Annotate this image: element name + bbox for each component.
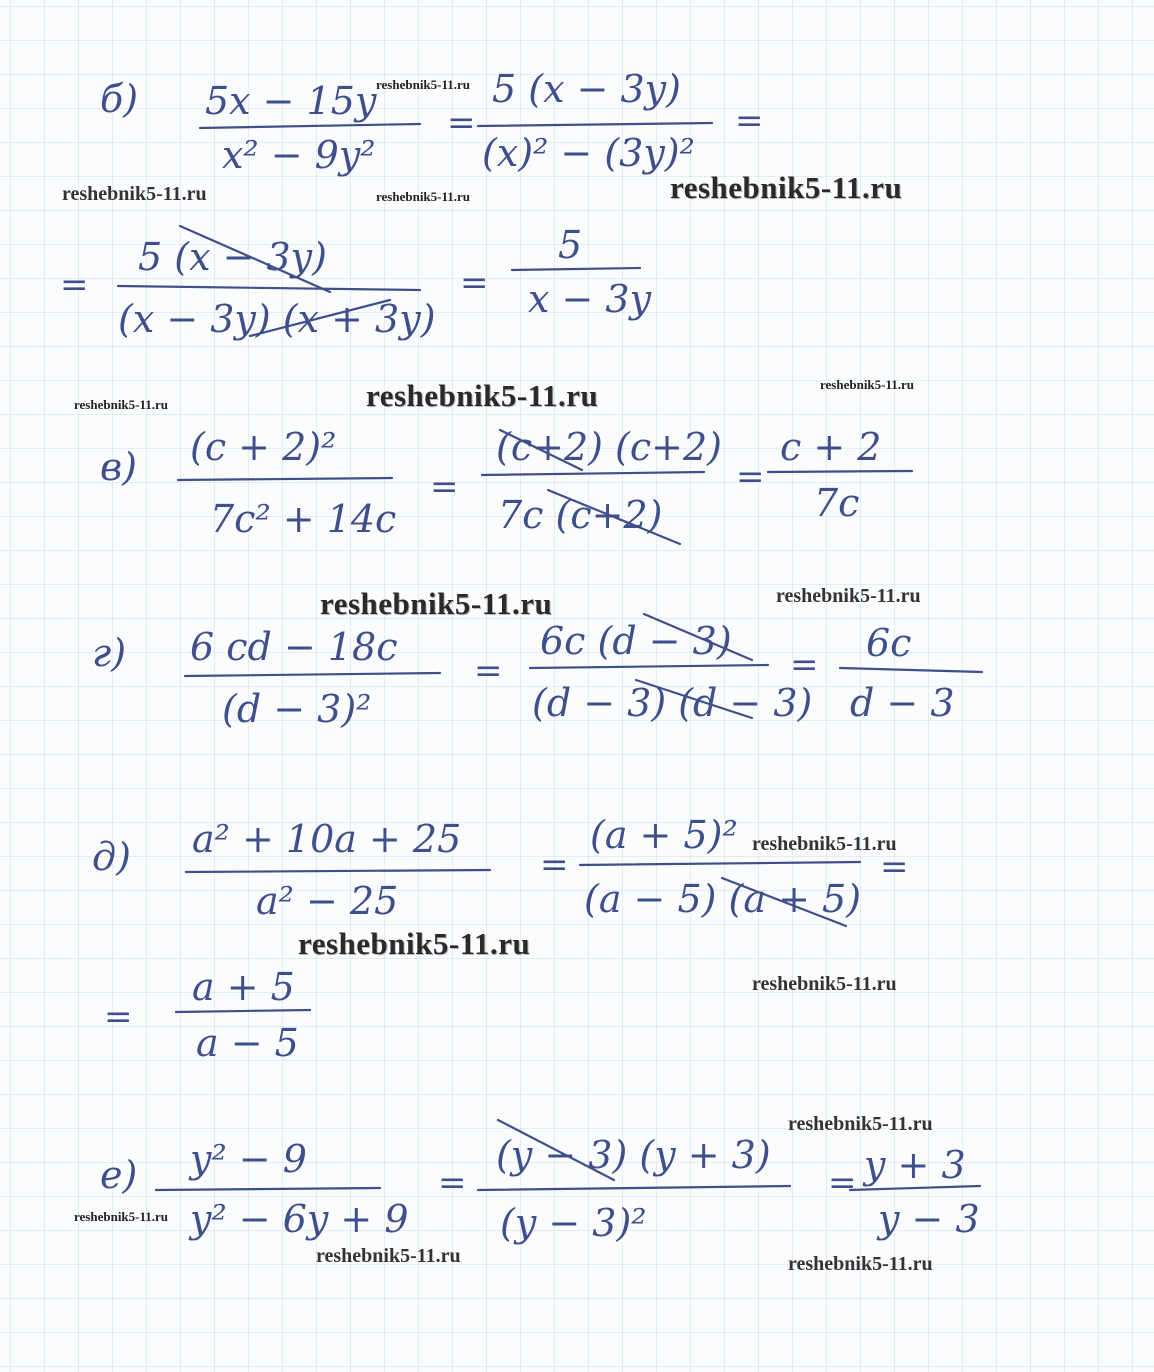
numerator: (c + 2)² xyxy=(190,425,337,469)
denominator: 7c² + 14c xyxy=(210,497,397,541)
numerator: 5 xyxy=(558,223,583,267)
equals-sign: = xyxy=(736,457,765,497)
fraction-bar xyxy=(580,862,860,865)
numerator: (y − 3) (y + 3) xyxy=(496,1133,771,1177)
problem-label: д) xyxy=(92,835,131,879)
watermark: reshebnik5-11.ru xyxy=(298,926,531,961)
watermark: reshebnik5-11.ru xyxy=(74,397,169,412)
equals-sign: = xyxy=(447,103,476,143)
problem-label: в) xyxy=(100,445,137,489)
fraction-bar xyxy=(176,1010,310,1012)
numerator: (c+2) (c+2) xyxy=(496,425,722,469)
denominator: x − 3y xyxy=(528,277,652,321)
watermark: reshebnik5-11.ru xyxy=(752,973,897,995)
denominator: 7c (c+2) xyxy=(498,493,663,537)
denominator: y² − 6y + 9 xyxy=(190,1197,409,1241)
fraction-bar xyxy=(530,665,768,668)
numerator: 6 cd − 18c xyxy=(190,625,398,669)
fraction-bar xyxy=(156,1188,380,1190)
fraction-bar xyxy=(768,471,912,472)
denominator: y − 3 xyxy=(878,1197,980,1241)
denominator: (x)² − (3y)² xyxy=(482,131,695,175)
fraction-bar xyxy=(482,472,704,475)
denominator: a − 5 xyxy=(196,1021,299,1065)
numerator: (a + 5)² xyxy=(590,813,738,857)
watermark: reshebnik5-11.ru xyxy=(776,585,921,607)
problem-label: б) xyxy=(100,77,139,121)
watermark: reshebnik5-11.ru xyxy=(62,183,207,205)
fraction-bar xyxy=(118,286,420,290)
equals-sign: = xyxy=(790,645,819,685)
problem-label: г) xyxy=(92,631,127,675)
equals-sign: = xyxy=(880,847,909,887)
equals-sign: = xyxy=(104,997,133,1037)
watermark: reshebnik5-11.ru xyxy=(376,77,471,92)
denominator: (d − 3)² xyxy=(222,687,372,731)
watermark: reshebnik5-11.ru xyxy=(316,1245,461,1267)
numerator: 6c (d − 3) xyxy=(540,619,732,663)
fraction-bar xyxy=(200,124,420,128)
watermark: reshebnik5-11.ru xyxy=(670,170,903,205)
watermark: reshebnik5-11.ru xyxy=(376,189,471,204)
denominator: (a − 5) (a + 5) xyxy=(584,877,862,921)
fraction-bar xyxy=(478,1186,790,1190)
numerator: 6c xyxy=(866,621,912,665)
problem-label: е) xyxy=(100,1153,138,1197)
denominator: (x − 3y) (x + 3y) xyxy=(118,297,436,341)
denominator: x² − 9y² xyxy=(222,133,376,177)
watermark: reshebnik5-11.ru xyxy=(320,586,553,621)
numerator: 5x − 15y xyxy=(205,79,377,123)
equals-sign: = xyxy=(60,265,89,305)
watermark: reshebnik5-11.ru xyxy=(788,1113,933,1135)
watermark: reshebnik5-11.ru xyxy=(366,378,599,413)
numerator: 5 (x − 3y) xyxy=(138,235,327,279)
fraction-bar xyxy=(840,668,982,672)
equals-sign: = xyxy=(828,1163,857,1203)
watermark: reshebnik5-11.ru xyxy=(820,377,915,392)
watermark: reshebnik5-11.ru xyxy=(788,1253,933,1275)
equals-sign: = xyxy=(474,651,503,691)
fraction-bar xyxy=(185,673,440,676)
fraction-bar xyxy=(512,268,640,270)
equals-sign: = xyxy=(540,845,569,885)
equals-sign: = xyxy=(460,263,489,303)
denominator: a² − 25 xyxy=(256,879,399,923)
watermark: reshebnik5-11.ru xyxy=(74,1209,169,1224)
equals-sign: = xyxy=(735,101,764,141)
denominator: (d − 3) (d − 3) xyxy=(532,681,813,725)
numerator: y² − 9 xyxy=(190,1137,307,1181)
fraction-bar xyxy=(186,870,490,872)
denominator: d − 3 xyxy=(850,681,955,725)
watermark: reshebnik5-11.ru xyxy=(752,833,897,855)
fraction-bar xyxy=(478,123,712,126)
numerator: 5 (x − 3y) xyxy=(492,67,681,111)
numerator: c + 2 xyxy=(780,425,882,469)
denominator: 7c xyxy=(814,481,860,525)
fraction-bar xyxy=(178,478,392,480)
numerator: y + 3 xyxy=(864,1143,966,1187)
equals-sign: = xyxy=(438,1163,467,1203)
equals-sign: = xyxy=(430,467,459,507)
numerator: a + 5 xyxy=(192,965,295,1009)
numerator: a² + 10a + 25 xyxy=(192,817,462,861)
denominator: (y − 3)² xyxy=(500,1201,647,1245)
